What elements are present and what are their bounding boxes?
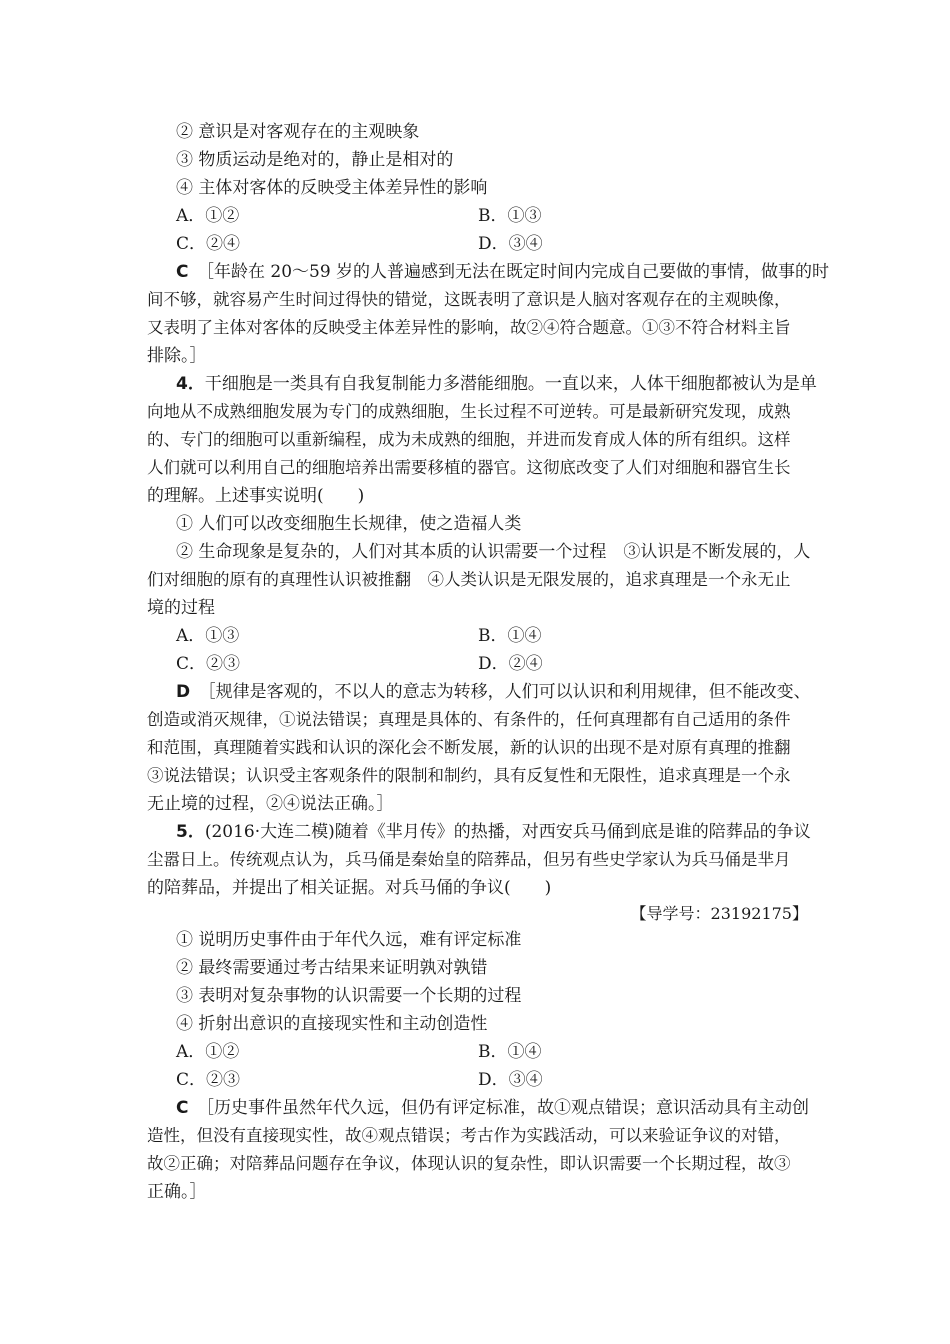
q4-explanation-line-5: 无止境的过程，②④说法正确。］ [147,794,394,814]
q3-explanation-line-1: C ［年龄在 20～59 岁的人普遍感到无法在既定时间内完成自己要做的事情，做事的时 [176,262,830,282]
q4-explanation-line-4: ③说法错误；认识受主客观条件的限制和制约，具有反复性和无限性，追求真理是一个永 [147,766,791,785]
q5-explanation-line-2: 造性，但没有直接现实性，故④观点错误；考古作为实践活动，可以来验证争议的对错， [147,1126,791,1145]
q5-stem-line-1: 5．(2016·大连二模)随着《芈月传》的热播，对西安兵马俑到底是谁的陪葬品的争议 [176,822,811,842]
q4-stem-line-2: 向地从不成熟细胞发展为专门的成熟细胞，生长过程不可逆转。可是最新研究发现，成熟 [147,402,791,421]
q4-explanation-line-2: 创造或消灭规律，①说法错误；真理是具体的、有条件的，任何真理都有自己适用的条件 [147,710,791,729]
q3-choice-a: A．①② [176,206,240,226]
q3-explanation-line-4: 排除。］ [147,346,207,366]
q4-option-1: ① 人们可以改变细胞生长规律，使之造福人类 [176,514,522,534]
q4-option-3-4: 们对细胞的原有的真理性认识被推翻 ④人类认识是无限发展的，追求真理是一个永无止 [147,570,791,589]
q4-option-2-3: ② 生命现象是复杂的，人们对其本质的认识需要一个过程 ③认识是不断发展的，人 [176,542,811,562]
q4-stem-line-4: 人们就可以利用自己的细胞培养出需要移植的器官。这彻底改变了人们对细胞和器官生长 [147,458,791,477]
q5-answer-letter: C [176,1098,189,1118]
q4-choice-a: A．①③ [176,626,240,646]
q5-choice-d: D．③④ [478,1070,543,1090]
q3-explanation-line-2: 间不够，就容易产生时间过得快的错觉，这既表明了意识是人脑对客观存在的主观映像， [147,290,791,309]
q5-option-3: ③ 表明对复杂事物的认识需要一个长期的过程 [176,986,522,1006]
q3-choice-c: C．②④ [176,234,241,254]
q3-answer-letter: C [176,262,189,282]
q5-explanation-line-4: 正确。］ [147,1182,207,1202]
q4-choice-b: B．①④ [478,626,542,646]
q5-guide-number: 【导学号：23192175】 [630,904,808,923]
q4-stem-line-1: 4．干细胞是一类具有自我复制能力多潜能细胞。一直以来，人体干细胞都被认为是单 [176,374,817,394]
q5-choice-b: B．①④ [478,1042,542,1062]
q4-option-4-end: 境的过程 [147,598,215,618]
q5-option-1: ① 说明历史事件由于年代久远，难有评定标准 [176,930,522,950]
q4-answer-letter: D [176,682,191,702]
q3-option-3: ③ 物质运动是绝对的，静止是相对的 [176,150,454,170]
q5-explanation-line-3: 故②正确；对陪葬品问题存在争议，体现认识的复杂性，即认识需要一个长期过程，故③ [147,1154,791,1173]
q5-number: 5． [176,822,205,842]
q4-stem-line-5: 的理解。上述事实说明( ) [147,486,365,506]
q5-explanation-line-1: C ［历史事件虽然年代久远，但仍有评定标准，故①观点错误；意识活动具有主动创 [176,1098,809,1118]
q5-choice-c: C．②③ [176,1070,241,1090]
q4-explanation-line-1: D ［规律是客观的，不以人的意志为转移，人们可以认识和利用规律，但不能改变、 [176,682,811,702]
q3-option-2: ② 意识是对客观存在的主观映象 [176,122,420,142]
q4-stem-line-3: 的、专门的细胞可以重新编程，成为未成熟的细胞，并进而发育成人体的所有组织。这样 [147,430,791,449]
q4-number: 4． [176,374,205,394]
q5-option-4: ④ 折射出意识的直接现实性和主动创造性 [176,1014,488,1034]
q5-option-2: ② 最终需要通过考古结果来证明孰对孰错 [176,958,488,978]
q5-stem-line-2: 尘嚣日上。传统观点认为，兵马俑是秦始皇的陪葬品，但另有些史学家认为兵马俑是芈月 [147,850,791,869]
q4-explanation-line-3: 和范围，真理随着实践和认识的深化会不断发展，新的认识的出现不是对原有真理的推翻 [147,738,791,757]
q4-choice-c: C．②③ [176,654,241,674]
q5-choice-a: A．①② [176,1042,240,1062]
q3-choice-d: D．③④ [478,234,543,254]
q4-choice-d: D．②④ [478,654,543,674]
q3-option-4: ④ 主体对客体的反映受主体差异性的影响 [176,178,488,198]
q3-explanation-line-3: 又表明了主体对客体的反映受主体差异性的影响，故②④符合题意。①③不符合材料主旨 [147,318,791,337]
q3-choice-b: B．①③ [478,206,542,226]
q5-stem-line-3: 的陪葬品，并提出了相关证据。对兵马俑的争议( ) [147,878,552,898]
